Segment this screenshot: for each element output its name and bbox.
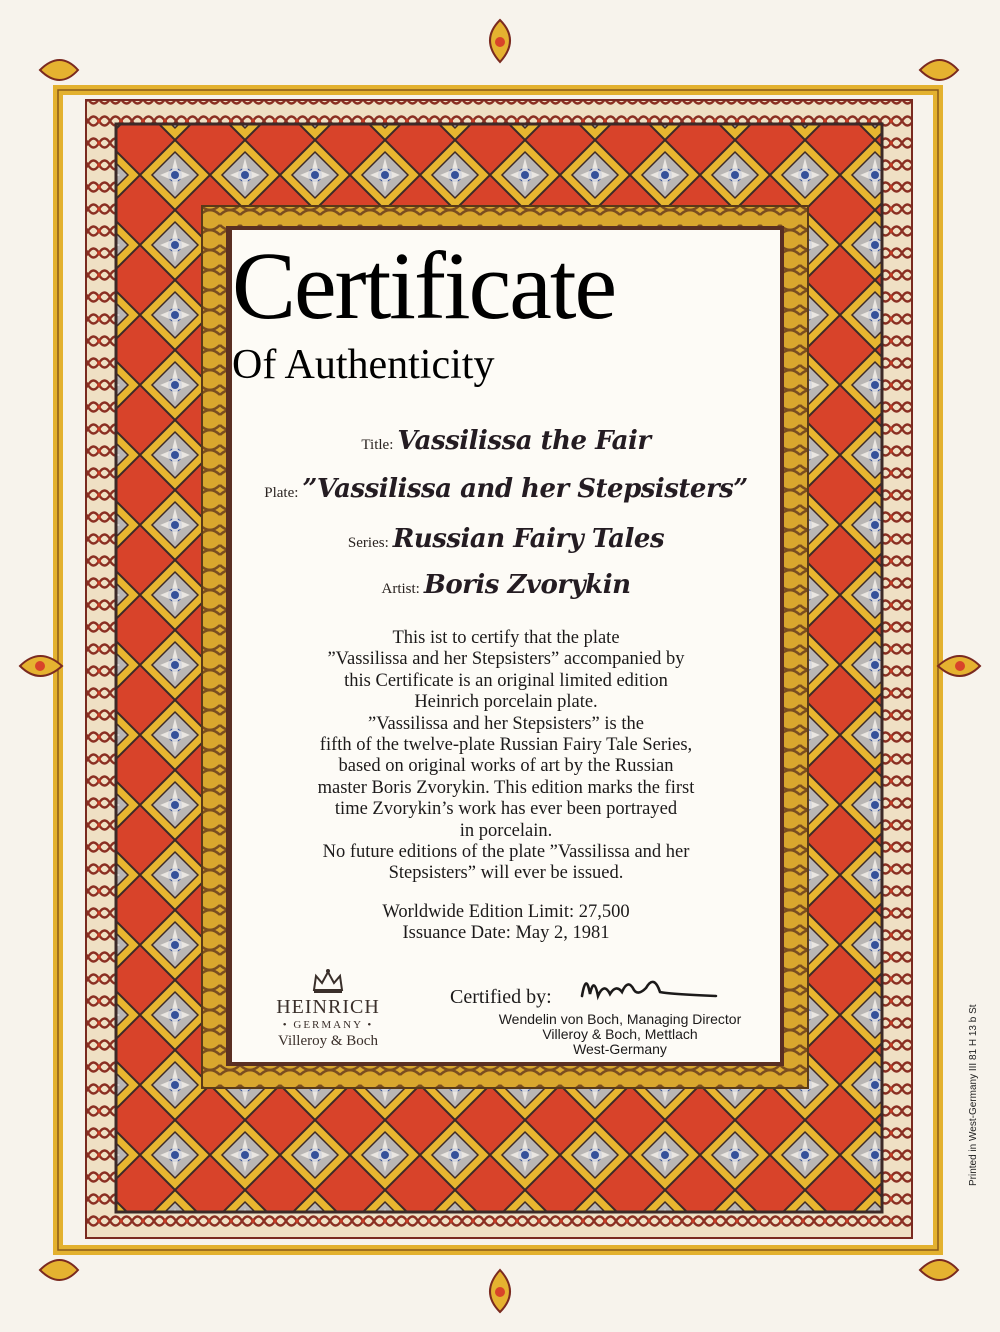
statement-line: based on original works of art by the Russian: [338, 756, 674, 777]
field-artist-value: Boris Zvorykin: [423, 570, 631, 600]
field-series: [232, 524, 780, 554]
issuance-date: Issuance Date: May 2, 1981: [402, 923, 610, 944]
edition-info: [232, 902, 780, 945]
statement-line: master Boris Zvorykin. This edition marks the first: [317, 777, 695, 798]
statement-line: in porcelain.: [459, 820, 553, 841]
certification-statement: [232, 628, 780, 885]
signer-block: [470, 1012, 770, 1057]
field-plate-label: Plate:: [264, 485, 299, 501]
field-artist-label: Artist:: [381, 581, 420, 597]
signer-line: West-Germany: [573, 1041, 667, 1057]
brand-parent: Villeroy & Boch: [278, 1033, 378, 1049]
certified-by-label: Certified by:: [450, 986, 552, 1008]
field-title-value: Vassilissa the Fair: [397, 426, 651, 456]
brand-country: • GERMANY •: [282, 1019, 374, 1031]
edition-limit: Worldwide Edition Limit: 27,500: [382, 902, 630, 922]
field-artist: [232, 570, 780, 600]
statement-line: ”Vassilissa and her Stepsisters” accompanied by: [327, 649, 685, 670]
field-series-value: Russian Fairy Tales: [392, 524, 665, 554]
field-series-label: Series:: [347, 535, 389, 551]
statement-line: time Zvorykin’s work has ever been portrayed: [334, 799, 678, 820]
authenticity-subheading: Of Authenticity: [232, 342, 495, 388]
field-plate-value: ”Vassilissa and her Stepsisters”: [302, 474, 748, 504]
field-title-label: Title:: [361, 437, 394, 453]
certificate-panel: [232, 230, 780, 1062]
statement-line: fifth of the twelve-plate Russian Fairy Tale Series,: [319, 735, 693, 756]
certificate-heading: Certificate: [232, 232, 616, 339]
statement-line: this Certificate is an original limited edition: [344, 670, 668, 691]
printed-note: Printed in West-Germany III 81 H 13 b St: [968, 1004, 979, 1186]
crown-icon: [311, 968, 345, 994]
field-title: [232, 426, 780, 456]
signer-line: Villeroy & Boch, Mettlach: [542, 1026, 698, 1042]
statement-line: Heinrich porcelain plate.: [414, 692, 598, 713]
statement-line: No future editions of the plate ”Vassilissa and her: [322, 842, 690, 863]
brand-name: HEINRICH: [276, 996, 380, 1018]
statement-line: This ist to certify that the plate: [392, 628, 620, 648]
signature-mark: [576, 966, 726, 1010]
signer-line: Wendelin von Boch, Managing Director: [498, 1011, 742, 1027]
statement-line: Stepsisters” will ever be issued.: [388, 863, 624, 884]
field-plate: [232, 474, 780, 504]
statement-line: ”Vassilissa and her Stepsisters” is the: [368, 713, 644, 734]
brand-logo: [268, 968, 388, 1050]
